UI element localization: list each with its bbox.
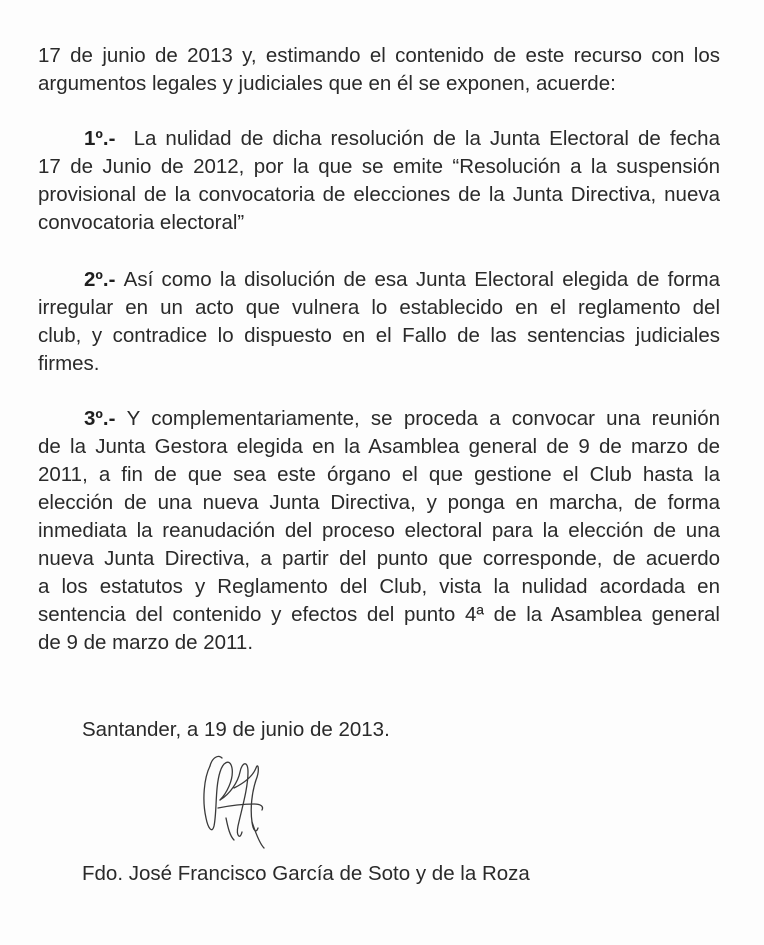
point-3-line-4: elección de una nueva Junta Directiva, y ponga en marcha, de forma [38, 491, 720, 514]
point-3-line-8: sentencia del contenido y efectos del punto 4ª de la Asamblea general [38, 603, 720, 626]
point-1-line-3: provisional de la convocatoria de elecciones de la Junta Directiva, nueva [38, 183, 720, 206]
point-2-number: 2º.- [84, 268, 116, 291]
point-3-line-2: de la Junta Gestora elegida en la Asamblea general de 9 de marzo de [38, 435, 720, 458]
point-1-line-4: convocatoria electoral” [38, 211, 245, 234]
point-2-line-4: firmes. [38, 352, 100, 375]
place-date: Santander, a 19 de junio de 2013. [82, 718, 390, 741]
point-3-number: 3º.- [84, 407, 116, 430]
point-3-line-3: 2011, a fin de que sea este órgano el que gestione el Club hasta la [38, 463, 720, 486]
point-3-line-6: nueva Junta Directiva, a partir del punto que corresponde, de acuerdo [38, 547, 720, 570]
signatory-name: Fdo. José Francisco García de Soto y de la Roza [82, 862, 530, 885]
point-3-line-7: a los estatutos y Reglamento del Club, vista la nulidad acordada en [38, 575, 720, 598]
point-2-line-2: irregular en un acto que vulnera lo establecido en el reglamento del [38, 296, 720, 319]
point-2-first-text: Así como la disolución de esa Junta Electoral elegida de forma [123, 268, 720, 291]
point-2-line-3: club, y contradice lo dispuesto en el Fallo de las sentencias judiciales [38, 324, 720, 347]
point-3-line-5: inmediata la reanudación del proceso electoral para la elección de una [38, 519, 720, 542]
point-1-line-2: 17 de Junio de 2012, por la que se emite “Resolución a la suspensión [38, 155, 720, 178]
point-3-first-text: Y complementariamente, se proceda a convocar una reunión [126, 407, 720, 430]
handwritten-signature [190, 748, 280, 850]
point-3-line-9: de 9 de marzo de 2011. [38, 631, 254, 654]
intro-line-2: argumentos legales y judiciales que en él se exponen, acuerde: [38, 72, 616, 95]
intro-line-1: 17 de junio de 2013 y, estimando el contenido de este recurso con los [38, 44, 720, 67]
point-2-first-line [84, 266, 720, 294]
point-1-number: 1º.- [84, 127, 116, 150]
point-1-first-line [84, 125, 720, 153]
point-1-first-text: La nulidad de dicha resolución de la Junta Electoral de fecha [133, 127, 720, 150]
point-3-first-line [84, 405, 720, 433]
